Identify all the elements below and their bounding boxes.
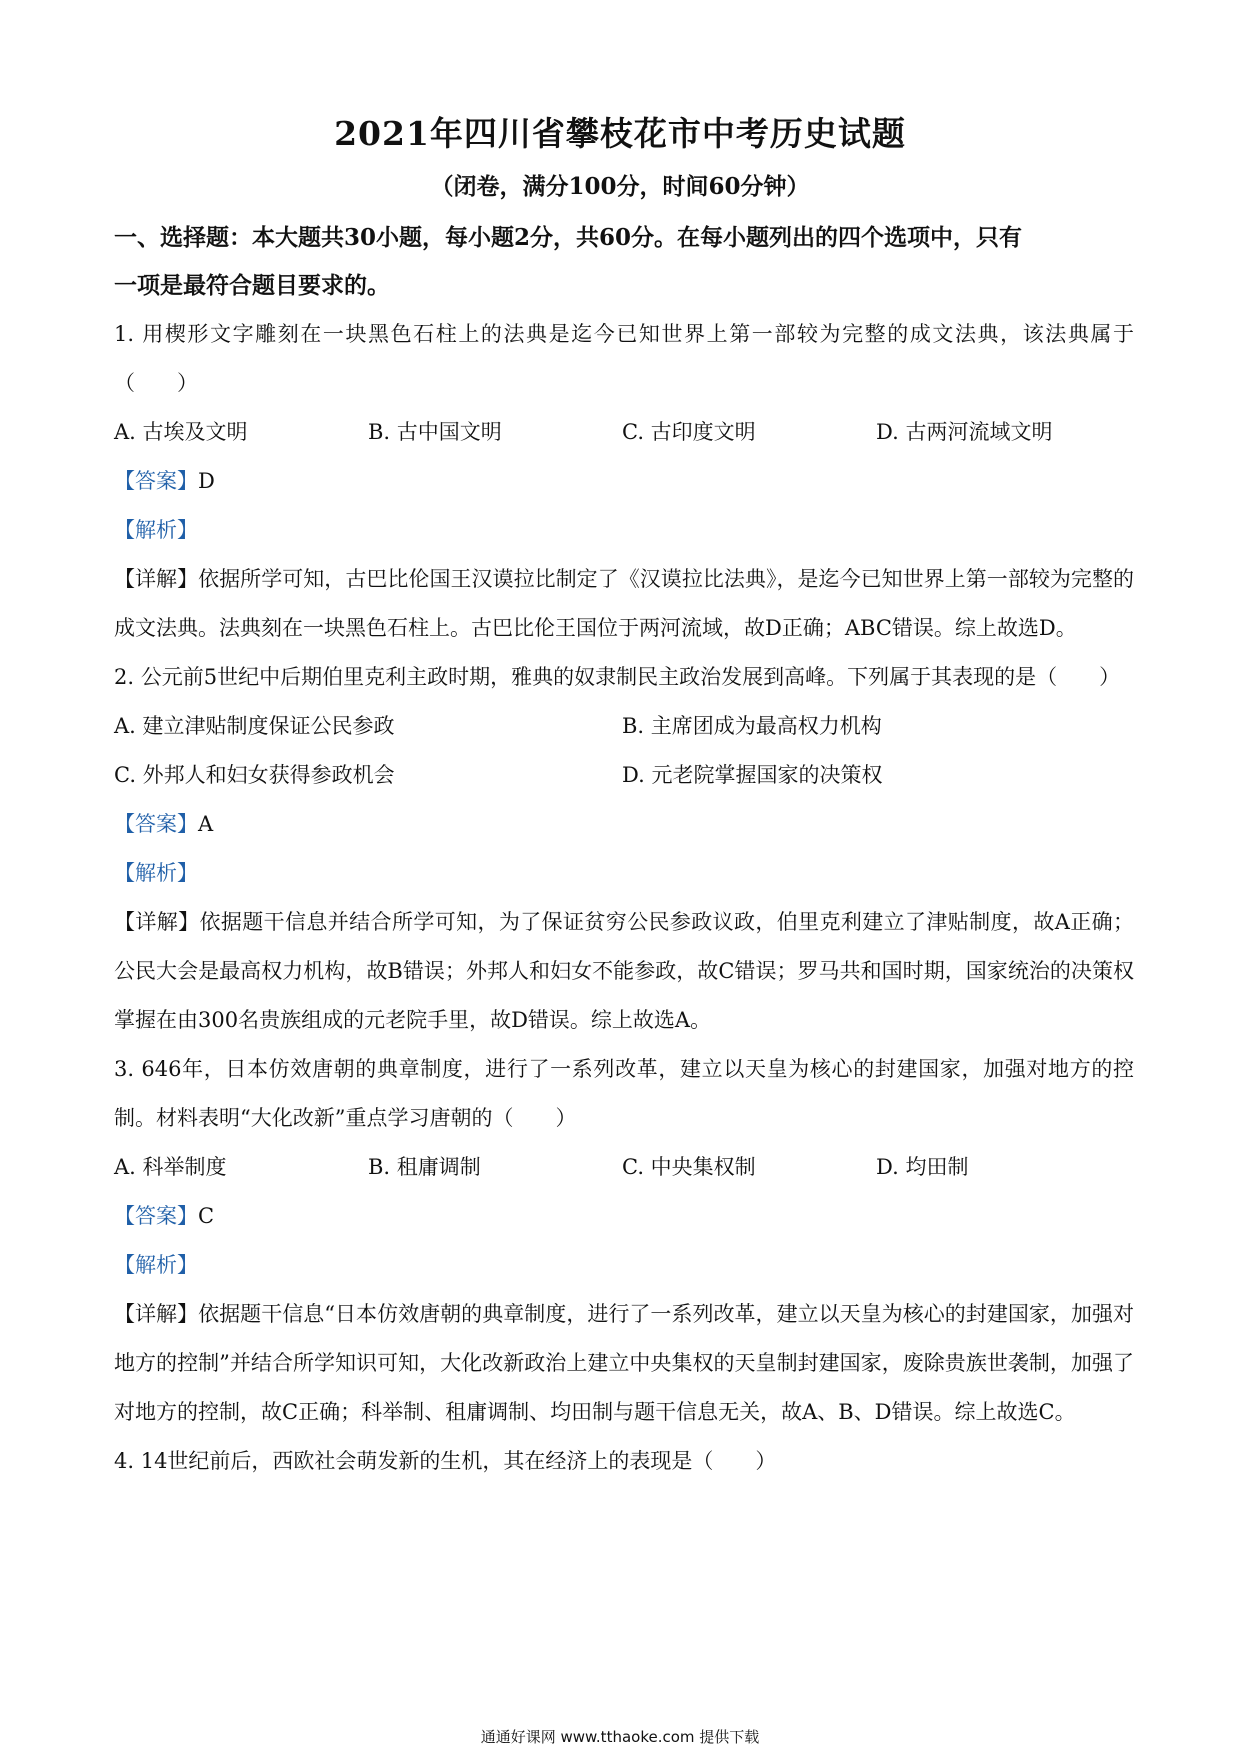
analysis-tag: 【解析】 — [114, 1253, 198, 1277]
page-title: 2021年四川省攀枝花市中考历史试题 — [334, 114, 906, 153]
question-1-option-a: A. 古埃及文明 — [114, 420, 248, 444]
question-3-option-c: C. 中央集权制 — [622, 1155, 756, 1179]
question-1-stem: 1. 用楔形文字雕刻在一块黑色石柱上的法典是迄今已知世界上第一部较为完整的成文法典，该法典属于（ ） — [114, 322, 1134, 395]
question-3-option-a: A. 科举制度 — [114, 1155, 227, 1179]
question-3-options — [114, 1143, 1134, 1192]
question-3-option-b: B. 租庸调制 — [368, 1155, 481, 1179]
question-1-detail — [114, 555, 1134, 653]
answer-value: A — [198, 812, 214, 836]
question-3-option-d: D. 均田制 — [876, 1155, 969, 1179]
question-2-answer — [114, 800, 1134, 849]
question-3-stem: 3. 646年，日本仿效唐朝的典章制度，进行了一系列改革，建立以天皇为核心的封建国家，加强对地方的控制。材料表明“大化改新”重点学习唐朝的（ ） — [114, 1057, 1134, 1130]
page-footer: 通通好课网 www.tthaoke.com 提供下载 — [480, 1728, 760, 1746]
analysis-tag: 【解析】 — [114, 518, 198, 542]
question-3-analysis — [114, 1241, 1134, 1290]
detail-text: 依据题干信息并结合所学可知，为了保证贫穷公民参政议政，伯里克利建立了津贴制度，故A正确；公民大会是最高权力机构，故B错误；外邦人和妇女不能参政，故C错误；罗马共和国时期，国家统治的决策权掌握在由300名贵族组成的元老院手里，故D错误。综上故选A。 — [114, 910, 1135, 1032]
detail-text: 依据题干信息“日本仿效唐朝的典章制度，进行了一系列改革，建立以天皇为核心的封建国家，加强对地方的控制”并结合所学知识可知，大化改新政治上建立中央集权的天皇制封建国家，废除贵族世袭制，加强了对地方的控制，故C正确；科举制、租庸调制、均田制与题干信息无关，故A、B、D错误。综上故选C。 — [114, 1302, 1135, 1424]
detail-tag: 【详解】 — [114, 567, 199, 591]
question-2-options — [114, 702, 1134, 800]
question-2-detail — [114, 898, 1134, 1045]
page-subtitle: （闭卷，满分100分，时间60分钟） — [430, 173, 810, 200]
question-2-option-b: B. 主席团成为最高权力机构 — [622, 714, 882, 738]
answer-tag: 【答案】 — [114, 812, 198, 836]
question-2-stem: 2. 公元前5世纪中后期伯里克利主政时期，雅典的奴隶制民主政治发展到高峰。下列属于其表现的是（ ） — [114, 665, 1121, 689]
answer-tag: 【答案】 — [114, 1204, 198, 1228]
analysis-tag: 【解析】 — [114, 861, 198, 885]
question-2-option-a: A. 建立津贴制度保证公民参政 — [114, 714, 395, 738]
question-1-options — [114, 408, 1134, 457]
question-1-option-b: B. 古中国文明 — [368, 420, 502, 444]
answer-value: D — [198, 469, 215, 493]
detail-tag: 【详解】 — [114, 1302, 199, 1326]
question-1-answer — [114, 457, 1134, 506]
question-3-detail — [114, 1290, 1134, 1437]
answer-tag: 【答案】 — [114, 469, 198, 493]
question-2-option-c: C. 外邦人和妇女获得参政机会 — [114, 763, 395, 787]
detail-tag: 【详解】 — [114, 910, 200, 934]
question-3-answer — [114, 1192, 1134, 1241]
question-4-stem: 4. 14世纪前后，西欧社会萌发新的生机，其在经济上的表现是（ ） — [114, 1449, 777, 1473]
detail-text: 依据所学可知，古巴比伦国王汉谟拉比制定了《汉谟拉比法典》，是迄今已知世界上第一部较为完整的成文法典。法典刻在一块黑色石柱上。古巴比伦王国位于两河流域，故D正确；ABC错误。综上故选D。 — [114, 567, 1134, 640]
question-2-analysis — [114, 849, 1134, 898]
section-heading-line-1: 一、选择题：本大题共30小题，每小题2分，共60分。在每小题列出的四个选项中，只有 — [114, 224, 1023, 251]
question-1-option-d: D. 古两河流域文明 — [876, 420, 1053, 444]
question-2-option-d: D. 元老院掌握国家的决策权 — [622, 763, 883, 787]
answer-value: C — [198, 1204, 215, 1228]
page-content — [114, 214, 1134, 1486]
question-1-analysis — [114, 506, 1134, 555]
section-heading-line-2: 一项是最符合题目要求的。 — [114, 272, 390, 299]
question-1-option-c: C. 古印度文明 — [622, 420, 756, 444]
